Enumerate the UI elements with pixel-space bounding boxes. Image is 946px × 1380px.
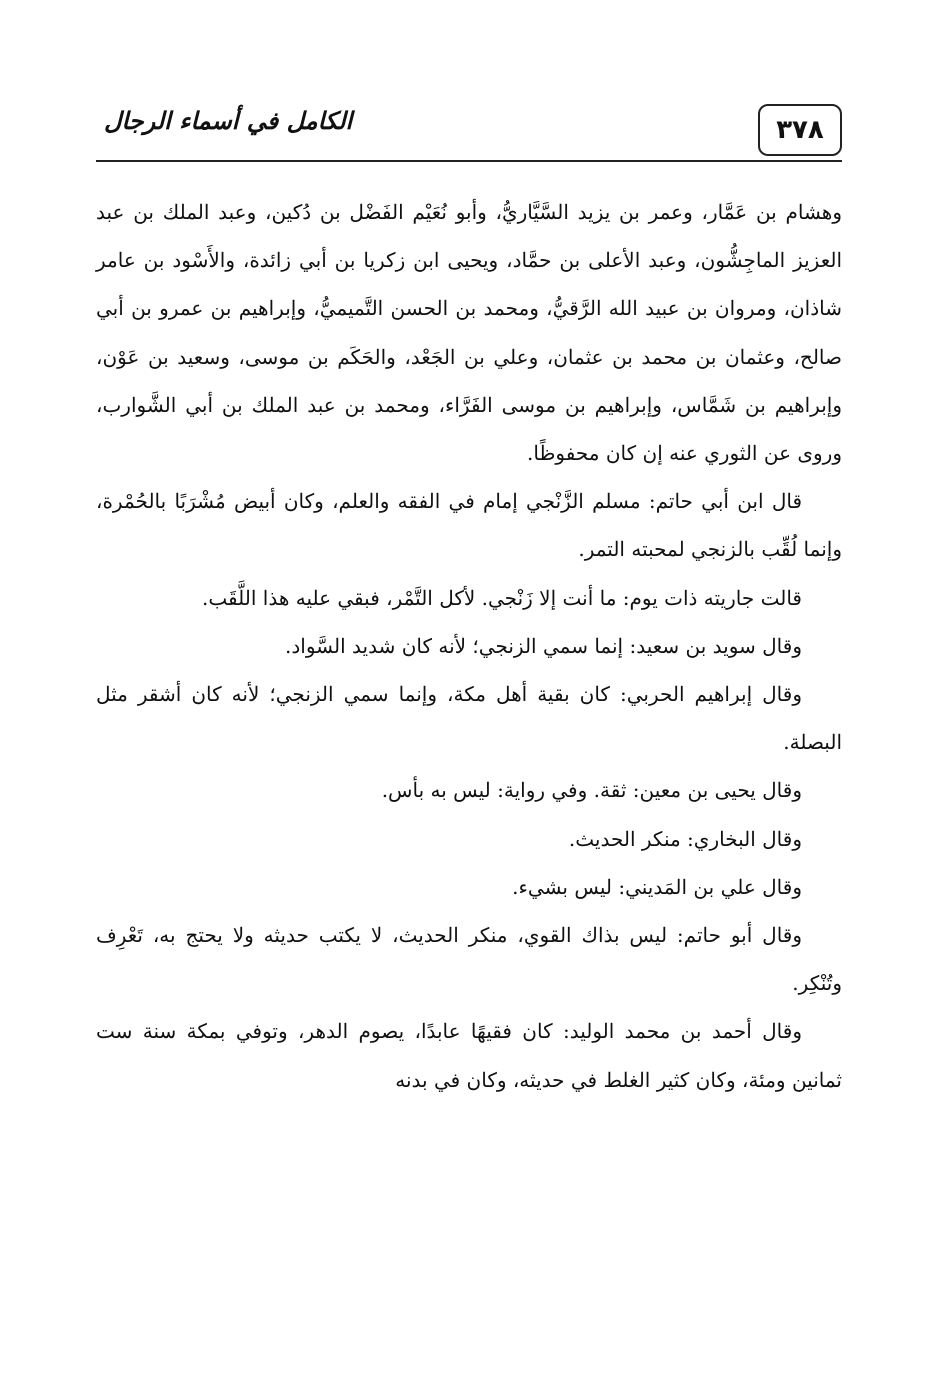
page-body: [96, 188, 842, 1104]
paragraph-ibn-madini: وقال علي بن المَديني: ليس بشيء.: [512, 874, 802, 899]
book-title: الكامل في أسماء الرجال: [104, 106, 353, 135]
header-divider: [96, 160, 842, 162]
paragraph-ahmad: وقال أحمد بن محمد الوليد: كان فقيهًا عابدًا، يصوم الدهر، وتوفي بمكة سنة ست ثمانين ومئة، وكان كثير الغلط في حديثه، وكان في بدنه: [96, 1019, 842, 1092]
paragraph-narrators: وهشام بن عَمَّار، وعمر بن يزيد السَّيَّاريُّ، وأبو نُعَيْم الفَضْل بن دُكين، وعبد الملك بن عبد العزيز الماجِشُّون، وعبد الأعلى بن حمَّاد، ويحيى ابن زكريا بن أبي زائدة، والأَسْود بن عامر شاذان، ومروان بن عبيد الله الرَّقيُّ، ومحمد بن الحسن التَّميميُّ، وإبراهيم بن عمرو بن أبي صالح، وعثمان بن محمد بن عثمان، وعلي بن الجَعْد، والحَكَم بن موسى، وسعيد بن عَوْن، وإبراهيم بن شَمَّاس، وإبراهيم بن موسى الفَرَّاء، ومحمد بن عبد الملك بن أبي الشَّوارب، وروى عن الثوري عنه إن كان محفوظًا.: [96, 200, 842, 466]
paragraph-bukhari: وقال البخاري: منكر الحديث.: [568, 826, 802, 851]
page-number: ٣٧٨: [758, 104, 842, 156]
paragraph-ibn-main: وقال يحيى بن معين: ثقة. وفي رواية: ليس به بأس.: [381, 778, 802, 803]
paragraph-abu-hatim: وقال أبو حاتم: ليس بذاك القوي، منكر الحديث، لا يكتب حديثه ولا يحتج به، تَعْرِف وتُنْكِر.: [96, 923, 842, 996]
paragraph-slave-girl: قالت جاريته ذات يوم: ما أنت إلا زَنْجي. لأكل التَّمْر، فبقي عليه هذا اللَّقَب.: [202, 585, 802, 610]
paragraph-ibn-abi-hatim: قال ابن أبي حاتم: مسلم الزَّنْجي إمام في الفقه والعلم، وكان أبيض مُشْرَبًا بالحُمْرة، وإنما لُقِّب بالزنجي لمحبته التمر.: [96, 489, 842, 562]
page-header: [96, 100, 842, 162]
paragraph-harbi: وقال إبراهيم الحربي: كان بقية أهل مكة، وإنما سمي الزنجي؛ لأنه كان أشقر مثل البصلة.: [96, 682, 842, 755]
paragraph-suwayd: وقال سويد بن سعيد: إنما سمي الزنجي؛ لأنه كان شديد السَّواد.: [285, 633, 802, 658]
